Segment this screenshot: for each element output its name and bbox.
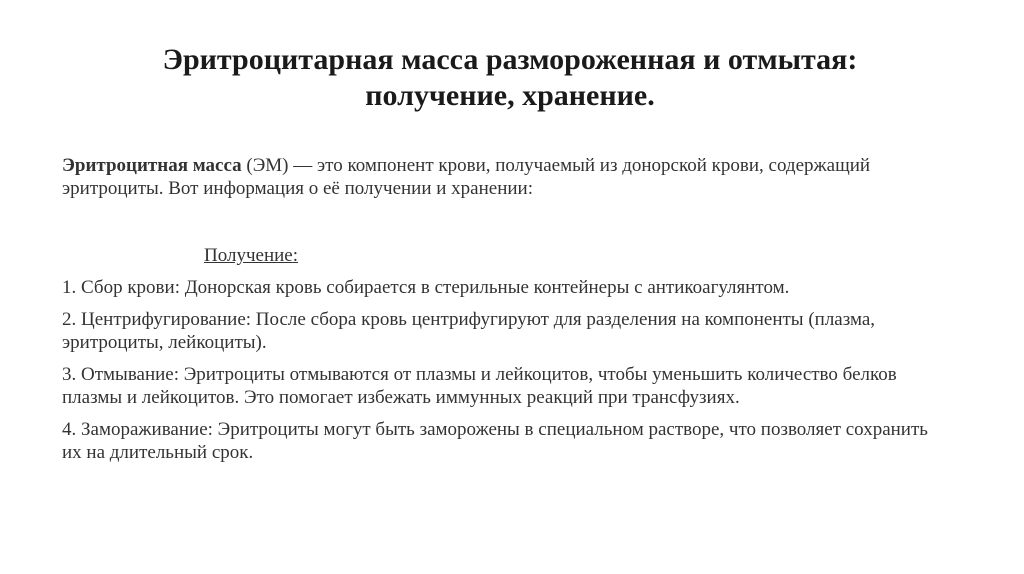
step-item: 4. Замораживание: Эритроциты могут быть заморожены в специальном растворе, что позволяет сохранить их на длительный срок. (62, 419, 928, 463)
step-item: 2. Центрифугирование: После сбора кровь центрифугируют для разделения на компоненты (плазма, эритроциты, лейкоциты). (62, 309, 876, 353)
slide-title-line-1: Эритроцитарная масса размороженная и отмытая: (162, 43, 858, 76)
slide-title-line-2: получение, хранение. (365, 79, 655, 112)
step-item: 1. Сбор крови: Донорская кровь собирается в стерильные контейнеры с антикоагулянтом. (62, 277, 790, 298)
section-heading-label: Получение (204, 245, 293, 266)
section-heading (204, 244, 942, 267)
slide-title (60, 42, 960, 114)
section-heading-colon: : (292, 245, 298, 266)
slide-body (62, 154, 942, 464)
intro-paragraph (62, 154, 942, 200)
step-item: 3. Отмывание: Эритроциты отмываются от плазмы и лейкоцитов, чтобы уменьшить количество белков плазмы и лейкоцитов. Это помогает избежать иммунных реакций при трансфузиях. (62, 364, 897, 408)
intro-term: Эритроцитная масса (62, 155, 242, 176)
intro-text: (ЭМ) — это компонент крови, получаемый из донорской крови, содержащий эритроциты. Вот информация о её получении и хранении: (62, 155, 871, 199)
